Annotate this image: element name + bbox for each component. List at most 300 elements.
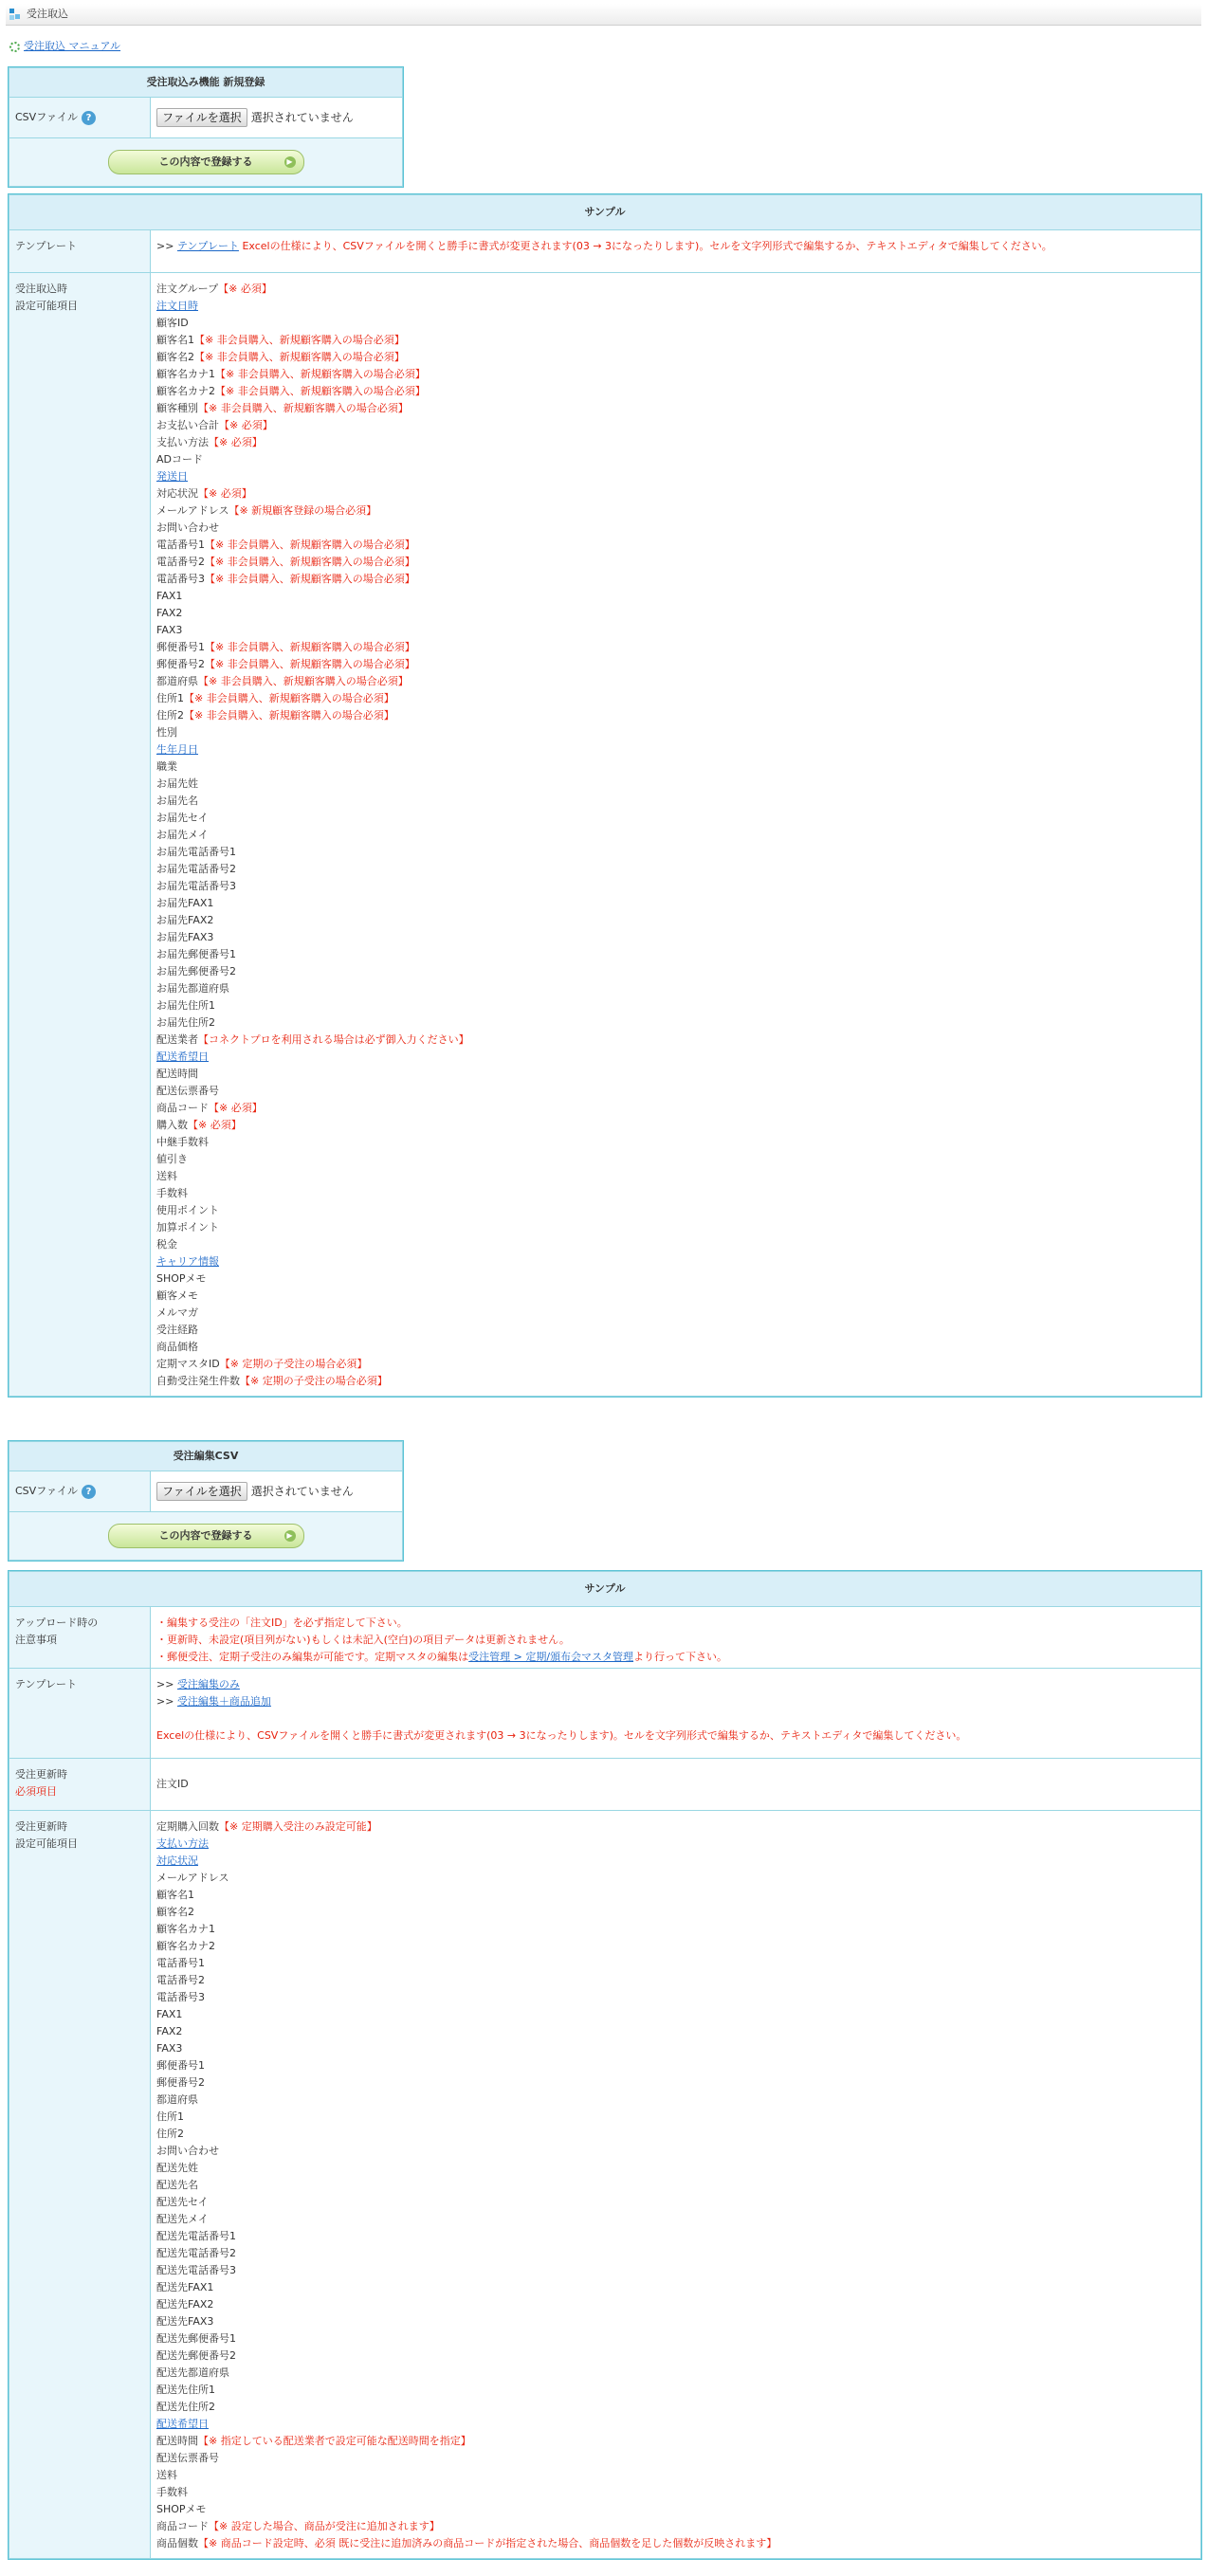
manual-link-row [9,38,120,55]
list-item [156,2450,1195,2467]
list-item [156,485,1195,502]
edit-items-list [151,1811,1201,2559]
list-item [156,1921,1195,1938]
item-label: お届先住所2 [156,1016,215,1029]
item-label: 配送先都道府県 [156,2366,229,2379]
item-required-note: 【※ 非会員購入、新規顧客購入の場合必須】 [205,641,415,653]
item-label: FAX3 [156,2042,183,2055]
edit-template-row-1 [156,1676,1195,1693]
import-form-title: 受注取込み機能 新規登録 [9,68,403,98]
item-label: 郵便番号2 [156,658,205,670]
item-label: 住所2 [156,2128,184,2140]
csv-file-label-2: CSVファイル [15,1485,78,1497]
note-3-text-a: ・郵便受注、定期子受注のみ編集が可能です。定期マスタの編集は [156,1651,469,1663]
edit-items-label-cell [9,1811,151,2559]
item-label: 電話番号2 [156,1974,205,1986]
item-label: 電話番号1 [156,539,205,551]
template-link[interactable]: テンプレート [176,240,239,252]
arrow-right-icon: ▶ [284,156,296,168]
list-item [156,878,1195,895]
item-required-note: 【※ 非会員購入、新規顧客購入の場合必須】 [198,675,409,687]
item-label: 配送先名 [156,2179,198,2191]
item-label: お届先電話番号1 [156,846,236,858]
item-label: 顧客名カナ2 [156,1940,215,1952]
item-label: 手数料 [156,1187,188,1199]
item-label: 郵便番号2 [156,2076,205,2089]
item-required-note: 【※ 非会員購入、新規顧客購入の場合必須】 [205,658,415,670]
item-label: 顧客名カナ1 [156,1923,215,1935]
item-label: 商品個数 [156,2537,198,2549]
item-required-note: 【※ 商品コード設定時、必須 既に受注に追加済みの商品コードが指定された場合、商品個数を足した個数が反映されます】 [198,2537,777,2549]
list-item [156,520,1195,537]
list-item [156,2074,1195,2092]
list-item [156,1066,1195,1083]
list-item [156,707,1195,724]
item-label: FAX2 [156,607,183,619]
list-item [156,639,1195,656]
item-label: 住所2 [156,709,184,722]
list-item [156,1134,1195,1151]
item-required-note: 【※ 非会員購入、新規顧客購入の場合必須】 [194,351,405,363]
list-item [156,622,1195,639]
item-label: お届先セイ [156,812,209,824]
item-label: 顧客名1 [156,1889,194,1901]
item-label: 購入数 [156,1119,188,1131]
list-item [156,554,1195,571]
list-item [156,1373,1195,1390]
list-item [156,571,1195,588]
import-sample-title: サンプル [9,195,1201,230]
item-label: FAX2 [156,2025,183,2037]
item-required-note: 【※ 非会員購入、新規顧客購入の場合必須】 [184,709,394,722]
list-item [156,673,1195,690]
list-item [156,810,1195,827]
item-required-note: 【※ 必須】 [188,1119,242,1131]
item-label: お届先FAX2 [156,914,214,926]
list-item [156,844,1195,861]
register-button-2[interactable] [108,1524,304,1548]
item-label: お届先都道府県 [156,982,229,995]
page-title-icon [9,9,21,20]
item-label: 顧客種別 [156,402,198,414]
list-item [156,2365,1195,2382]
list-item [156,2023,1195,2040]
item-label: お届先FAX1 [156,897,214,909]
list-item [156,281,1195,298]
list-item [156,2092,1195,2109]
item-label: お届先電話番号2 [156,863,236,875]
item-label: お届先郵便番号2 [156,965,236,977]
note-1: ・編集する受注の「注文ID」を必ず指定して下さい。 [156,1617,408,1629]
list-item [156,1014,1195,1032]
item-label: 商品コード [156,1102,209,1114]
item-label: 送料 [156,1170,177,1182]
item-label: 送料 [156,2469,177,2481]
item-link[interactable]: 配送希望日 [156,2418,209,2430]
item-label: 配送先FAX3 [156,2315,214,2328]
item-label: 都道府県 [156,675,198,687]
import-items-list [151,273,1201,1397]
item-required-note: 【※ 定期購入受注のみ設定可能】 [219,1820,377,1833]
import-form [8,66,404,188]
list-item [156,332,1195,349]
list-item [156,2006,1195,2023]
item-label: 定期購入回数 [156,1820,219,1833]
note-3-link[interactable]: 受注管理 > 定期/頒布会マスタ管理 [468,1651,634,1663]
item-link[interactable]: 発送日 [156,470,188,483]
csv-file-cell-2 [151,1471,403,1512]
list-item [156,690,1195,707]
list-item [156,2399,1195,2416]
file-status-2: 選択されていません [250,1485,354,1498]
item-required-note: 【※ 非会員購入、新規顧客購入の場合必須】 [184,692,394,704]
list-item [156,468,1195,485]
notes-label-cell [9,1607,151,1669]
item-label: 顧客メモ [156,1289,198,1302]
help-icon[interactable]: ? [82,1485,96,1499]
list-item [156,2416,1195,2433]
list-item [156,2348,1195,2365]
edit-template-note: Excelの仕様により、CSVファイルを開くと勝手に書式が変更されます(03 → 3になったりします)。セルを文字列形式で編集するか、テキストエディタで編集してください。 [156,1729,967,1742]
item-label: 対応状況 [156,487,198,500]
item-label: 商品価格 [156,1341,198,1353]
list-item [156,1836,1195,1853]
item-link[interactable]: 生年月日 [156,743,198,756]
item-label: 加算ポイント [156,1221,219,1233]
list-item [156,417,1195,434]
list-item [156,2126,1195,2143]
item-label: 職業 [156,760,177,773]
edit-sample-table [8,1570,1202,2560]
item-label: お届先名 [156,795,198,807]
list-item [156,1202,1195,1219]
list-item [156,1818,1195,1836]
item-label: 配送時間 [156,1068,198,1080]
list-item [156,1100,1195,1117]
item-label: お支払い合計 [156,419,219,431]
item-label: 配送時間 [156,2435,198,2447]
item-label: 値引き [156,1153,188,1165]
list-item [156,1356,1195,1373]
list-item [156,383,1195,400]
item-label: 郵便番号1 [156,641,205,653]
item-required-note: 【※ 必須】 [198,487,252,500]
import-sample-table [8,193,1202,1398]
list-item [156,2228,1195,2245]
list-item [156,2040,1195,2057]
list-item [156,1270,1195,1288]
list-item [156,929,1195,946]
item-label: お届先郵便番号1 [156,948,236,960]
item-label: 商品コード [156,2520,209,2532]
page-title-bar [6,4,1201,26]
list-item [156,1972,1195,1989]
note-3 [156,1649,1195,1666]
required-value: 注文ID [151,1759,1201,1811]
file-select-button[interactable]: ファイルを選択 [156,108,247,127]
list-item [156,1032,1195,1049]
list-item [156,2535,1195,2552]
submit-cell-2 [9,1512,403,1561]
list-item [156,1870,1195,1887]
list-item [156,1049,1195,1066]
item-label: 配送先姓 [156,2162,198,2174]
item-label: 顧客名1 [156,334,194,346]
list-item [156,588,1195,605]
edit-items-label-line2: 設定可能項目 [15,1837,78,1850]
item-label: 郵便番号1 [156,2059,205,2072]
list-item [156,827,1195,844]
list-item [156,2109,1195,2126]
item-label: 顧客名カナ1 [156,368,215,380]
csv-file-label-cell [9,98,151,138]
list-item [156,1887,1195,1904]
item-label: SHOPメモ [156,1272,207,1285]
item-required-note: 【※ 必須】 [209,1102,263,1114]
template-prefix: >> [156,1695,174,1708]
item-required-note: 【※ 非会員購入、新規顧客購入の場合必須】 [215,385,426,397]
list-item [156,2262,1195,2279]
item-link[interactable]: 支払い方法 [156,1837,209,1850]
item-label: 電話番号1 [156,1957,205,1969]
item-label: 手数料 [156,2486,188,2498]
template-prefix: >> [156,240,174,252]
item-label: 配送先FAX1 [156,2281,214,2293]
item-label: 注文グループ [156,283,219,295]
list-item [156,2279,1195,2296]
list-item [156,2467,1195,2484]
list-item [156,2501,1195,2518]
item-required-note: 【※ 非会員購入、新規顧客購入の場合必須】 [194,334,405,346]
template-link-edit-add[interactable]: 受注編集＋商品追加 [176,1695,271,1708]
list-item [156,2057,1195,2074]
list-item [156,946,1195,963]
item-label: 配送業者 [156,1033,198,1046]
item-label: 住所1 [156,2110,184,2123]
item-link[interactable]: 配送希望日 [156,1050,209,1063]
item-label: メールアドレス [156,504,229,517]
list-item [156,434,1195,451]
edit-sample-title: サンプル [9,1572,1201,1607]
item-label: 顧客ID [156,317,189,329]
item-label: 配送先セイ [156,2196,209,2208]
list-item [156,298,1195,315]
item-label: 電話番号3 [156,573,205,585]
list-item [156,400,1195,417]
item-label: 配送先郵便番号1 [156,2332,236,2345]
list-item [156,741,1195,758]
list-item [156,963,1195,980]
list-item [156,793,1195,810]
list-item [156,605,1195,622]
list-item [156,2484,1195,2501]
item-label: 配送伝票番号 [156,1085,219,1097]
item-label: 性別 [156,726,177,739]
register-button-label: この内容で登録する [158,155,253,168]
item-label: ADコード [156,453,203,466]
list-item [156,1117,1195,1134]
item-label: 税金 [156,1238,177,1251]
item-link[interactable]: 注文日時 [156,300,198,312]
edit-template-label: テンプレート [9,1669,151,1759]
list-item [156,2211,1195,2228]
item-required-note: 【※ 新規顧客登録の場合必須】 [229,504,377,517]
page-title: 受注取込 [27,8,68,20]
item-label: お問い合わせ [156,2145,219,2157]
item-label: お届先電話番号3 [156,880,236,892]
manual-icon [9,42,20,52]
item-label: 受注経路 [156,1324,198,1336]
item-label: 使用ポイント [156,1204,219,1216]
required-label-line1: 受注更新時 [15,1768,67,1781]
edit-form [8,1440,404,1562]
list-item [156,912,1195,929]
item-link[interactable]: キャリア情報 [156,1255,219,1268]
item-label: お届先メイ [156,829,209,841]
import-items-label-line1: 受注取込時 [15,283,67,295]
list-item [156,2143,1195,2160]
item-required-note: 【※ 非会員購入、新規顧客購入の場合必須】 [205,556,415,568]
file-select-button-2[interactable]: ファイルを選択 [156,1482,247,1501]
item-label: 定期マスタID [156,1358,220,1370]
list-item [156,1322,1195,1339]
list-item [156,758,1195,776]
list-item [156,537,1195,554]
edit-items-label-line1: 受注更新時 [15,1820,67,1833]
notes-label-line2: 注意事項 [15,1634,57,1646]
edit-template-cell [151,1669,1201,1759]
item-required-note: 【※ 必須】 [218,283,272,295]
list-item [156,997,1195,1014]
list-item [156,451,1195,468]
item-required-note: 【※ 非会員購入、新規顧客購入の場合必須】 [198,402,409,414]
help-icon[interactable]: ? [82,111,96,125]
item-label: 配送先住所1 [156,2384,215,2396]
template-prefix: >> [156,1678,174,1690]
item-label: FAX1 [156,590,183,602]
list-item [156,2518,1195,2535]
required-label-line2: 必須項目 [15,1785,57,1798]
list-item [156,1168,1195,1185]
list-item [156,1955,1195,1972]
item-required-note: 【※ 指定している配送業者で設定可能な配送時間を指定】 [198,2435,471,2447]
submit-cell [9,138,403,187]
item-label: 配送先電話番号1 [156,2230,236,2242]
item-required-note: 【コネクトプロを利用される場合は必ず御入力ください】 [198,1033,469,1046]
import-items-label-cell [9,273,151,1397]
list-item [156,1236,1195,1253]
item-required-note: 【※ 定期の子受注の場合必須】 [240,1375,388,1387]
list-item [156,895,1195,912]
item-label: メールアドレス [156,1872,229,1884]
list-item [156,776,1195,793]
list-item [156,2177,1195,2194]
item-required-note: 【※ 非会員購入、新規顧客購入の場合必須】 [215,368,426,380]
import-items-label-line2: 設定可能項目 [15,300,78,312]
item-label: FAX3 [156,624,183,636]
item-label: 中継手数料 [156,1136,209,1148]
template-cell [151,230,1201,273]
list-item [156,1151,1195,1168]
list-item [156,2433,1195,2450]
list-item [156,1938,1195,1955]
item-label: 都道府県 [156,2093,198,2106]
item-label: 配送伝票番号 [156,2452,219,2464]
item-label: お届先住所1 [156,999,215,1012]
list-item [156,1989,1195,2006]
item-label: 電話番号2 [156,556,205,568]
item-label: 顧客名2 [156,351,194,363]
item-label: 顧客名カナ2 [156,385,215,397]
list-item [156,1904,1195,1921]
item-required-note: 【※ 必須】 [219,419,273,431]
list-item [156,980,1195,997]
list-item [156,349,1195,366]
list-item [156,2245,1195,2262]
list-item [156,656,1195,673]
item-label: 配送先電話番号3 [156,2264,236,2276]
list-item [156,1083,1195,1100]
item-label: 配送先住所2 [156,2401,215,2413]
arrow-right-icon: ▶ [284,1530,296,1542]
item-label: 配送先メイ [156,2213,209,2225]
register-button[interactable] [108,150,304,174]
list-item [156,2330,1195,2348]
template-label: テンプレート [9,230,151,273]
item-label: お問い合わせ [156,521,219,534]
list-item [156,861,1195,878]
note-3-text-b: より行って下さい。 [633,1651,728,1663]
item-required-note: 【※ 定期の子受注の場合必須】 [219,1358,368,1370]
notes-label-line1: アップロード時の [15,1617,99,1629]
list-item [156,2313,1195,2330]
edit-template-row-2 [156,1693,1195,1710]
item-label: 配送先FAX2 [156,2298,214,2311]
edit-form-title: 受注編集CSV [9,1442,403,1471]
item-label: 顧客名2 [156,1906,194,1918]
list-item [156,1219,1195,1236]
template-note: Excelの仕様により、CSVファイルを開くと勝手に書式が変更されます(03 → 3になったりします)。セルを文字列形式で編集するか、テキストエディタで編集してください。 [242,240,1052,252]
template-link-edit-only[interactable]: 受注編集のみ [176,1678,240,1690]
item-label: FAX1 [156,2008,183,2020]
list-item [156,1305,1195,1322]
item-label: 配送先郵便番号2 [156,2349,236,2362]
item-link[interactable]: 対応状況 [156,1854,198,1867]
file-status: 選択されていません [250,111,354,124]
item-label: 支払い方法 [156,436,209,448]
item-required-note: 【※ 必須】 [209,436,263,448]
note-2: ・更新時、未設定(項目列がない)もしくは未記入(空白)の項目データは更新されません。 [156,1634,570,1646]
list-item [156,2194,1195,2211]
item-label: SHOPメモ [156,2503,207,2515]
list-item [156,2382,1195,2399]
item-label: 自動受注発生件数 [156,1375,240,1387]
list-item [156,724,1195,741]
item-label: お届先姓 [156,777,198,790]
required-label-cell [9,1759,151,1811]
list-item [156,1339,1195,1356]
list-item [156,366,1195,383]
notes-cell [151,1607,1201,1669]
csv-file-cell [151,98,403,138]
list-item [156,1853,1195,1870]
manual-link[interactable]: 受注取込 マニュアル [24,40,121,52]
list-item [156,315,1195,332]
csv-file-label-cell-2 [9,1471,151,1512]
list-item [156,1288,1195,1305]
item-label: 住所1 [156,692,184,704]
item-label: 配送先電話番号2 [156,2247,236,2259]
